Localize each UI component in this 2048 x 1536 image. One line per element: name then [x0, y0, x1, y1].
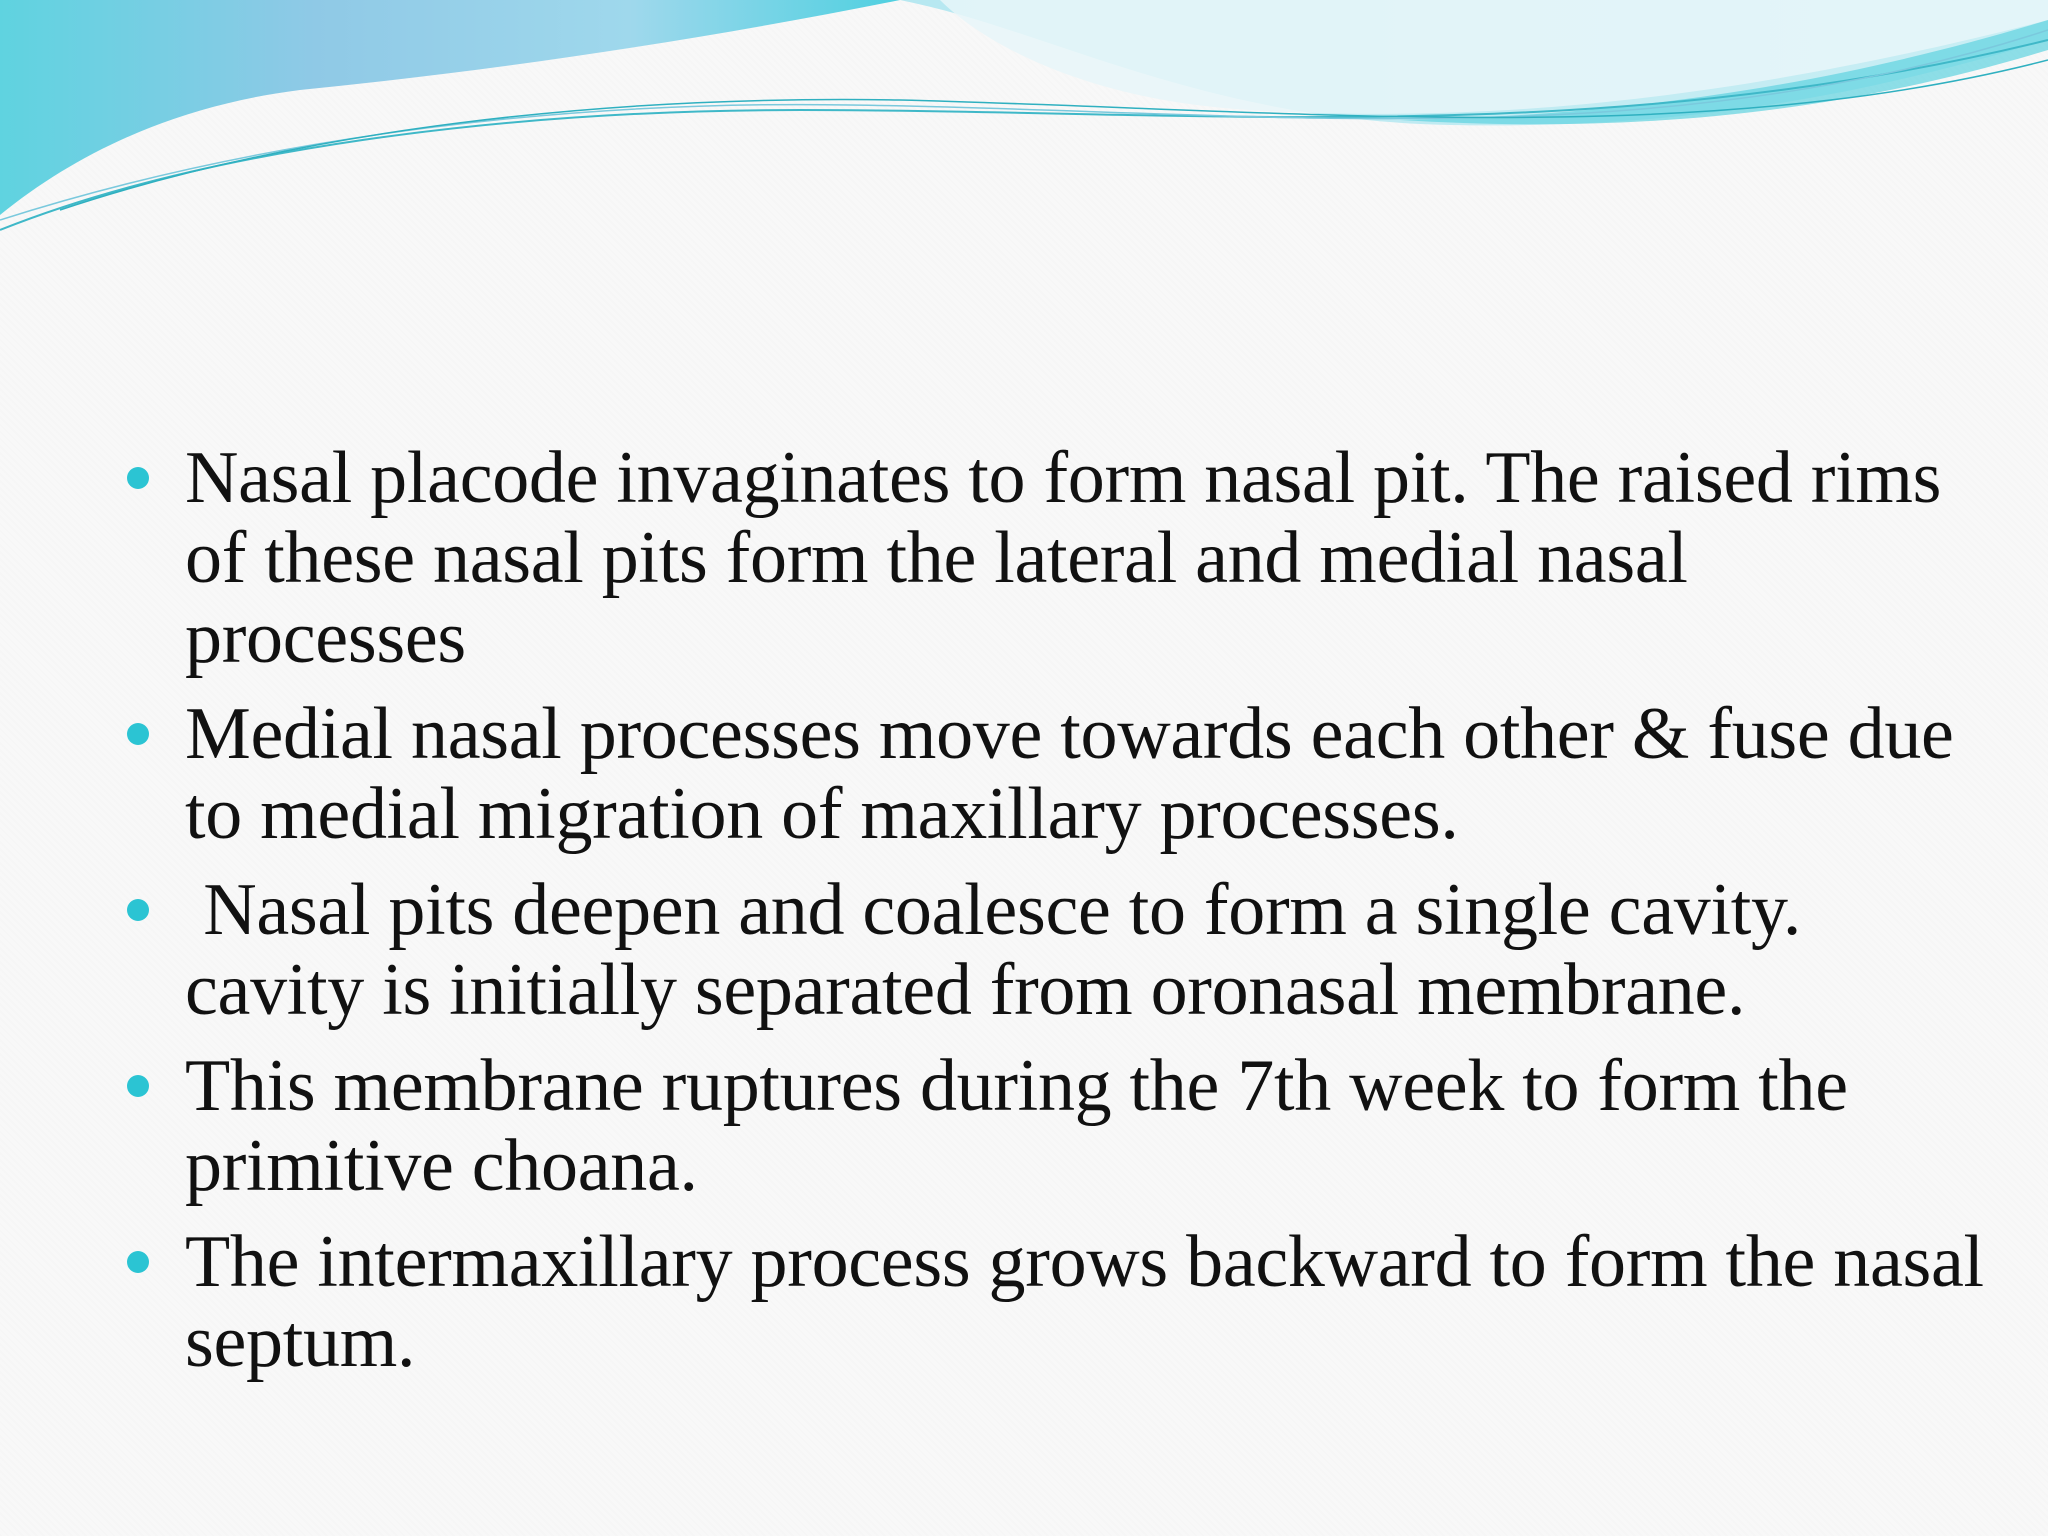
bullet-item [125, 1222, 1985, 1382]
bullet-list [125, 438, 1985, 1382]
bullet-text: Medial nasal processes move towards each other & fuse due to medial migration of maxillary processes. [185, 693, 1954, 855]
bullet-dot-icon [127, 723, 149, 745]
bullet-item [125, 870, 1985, 1030]
bullet-dot-icon [127, 899, 149, 921]
bullet-text: This membrane ruptures during the 7th week to form the primitive choana. [185, 1045, 1848, 1207]
wave-shape-main [0, 0, 900, 215]
bullet-text: Nasal pits deepen and coalesce to form a single cavity. cavity is initially separated from oronasal membrane. [185, 869, 1820, 1031]
bullet-item [125, 1046, 1985, 1206]
decorative-wave-header [0, 0, 2048, 240]
bullet-dot-icon [127, 1251, 149, 1273]
bullet-dot-icon [127, 1075, 149, 1097]
bullet-dot-icon [127, 467, 149, 489]
bullet-item [125, 694, 1985, 854]
bullet-text: The intermaxillary process grows backward to form the nasal septum. [185, 1221, 1984, 1383]
slide-body [125, 438, 1985, 1398]
bullet-item [125, 438, 1985, 678]
bullet-text: Nasal placode invaginates to form nasal pit. The raised rims of these nasal pits form the lateral and medial nasal processes [185, 437, 1942, 679]
